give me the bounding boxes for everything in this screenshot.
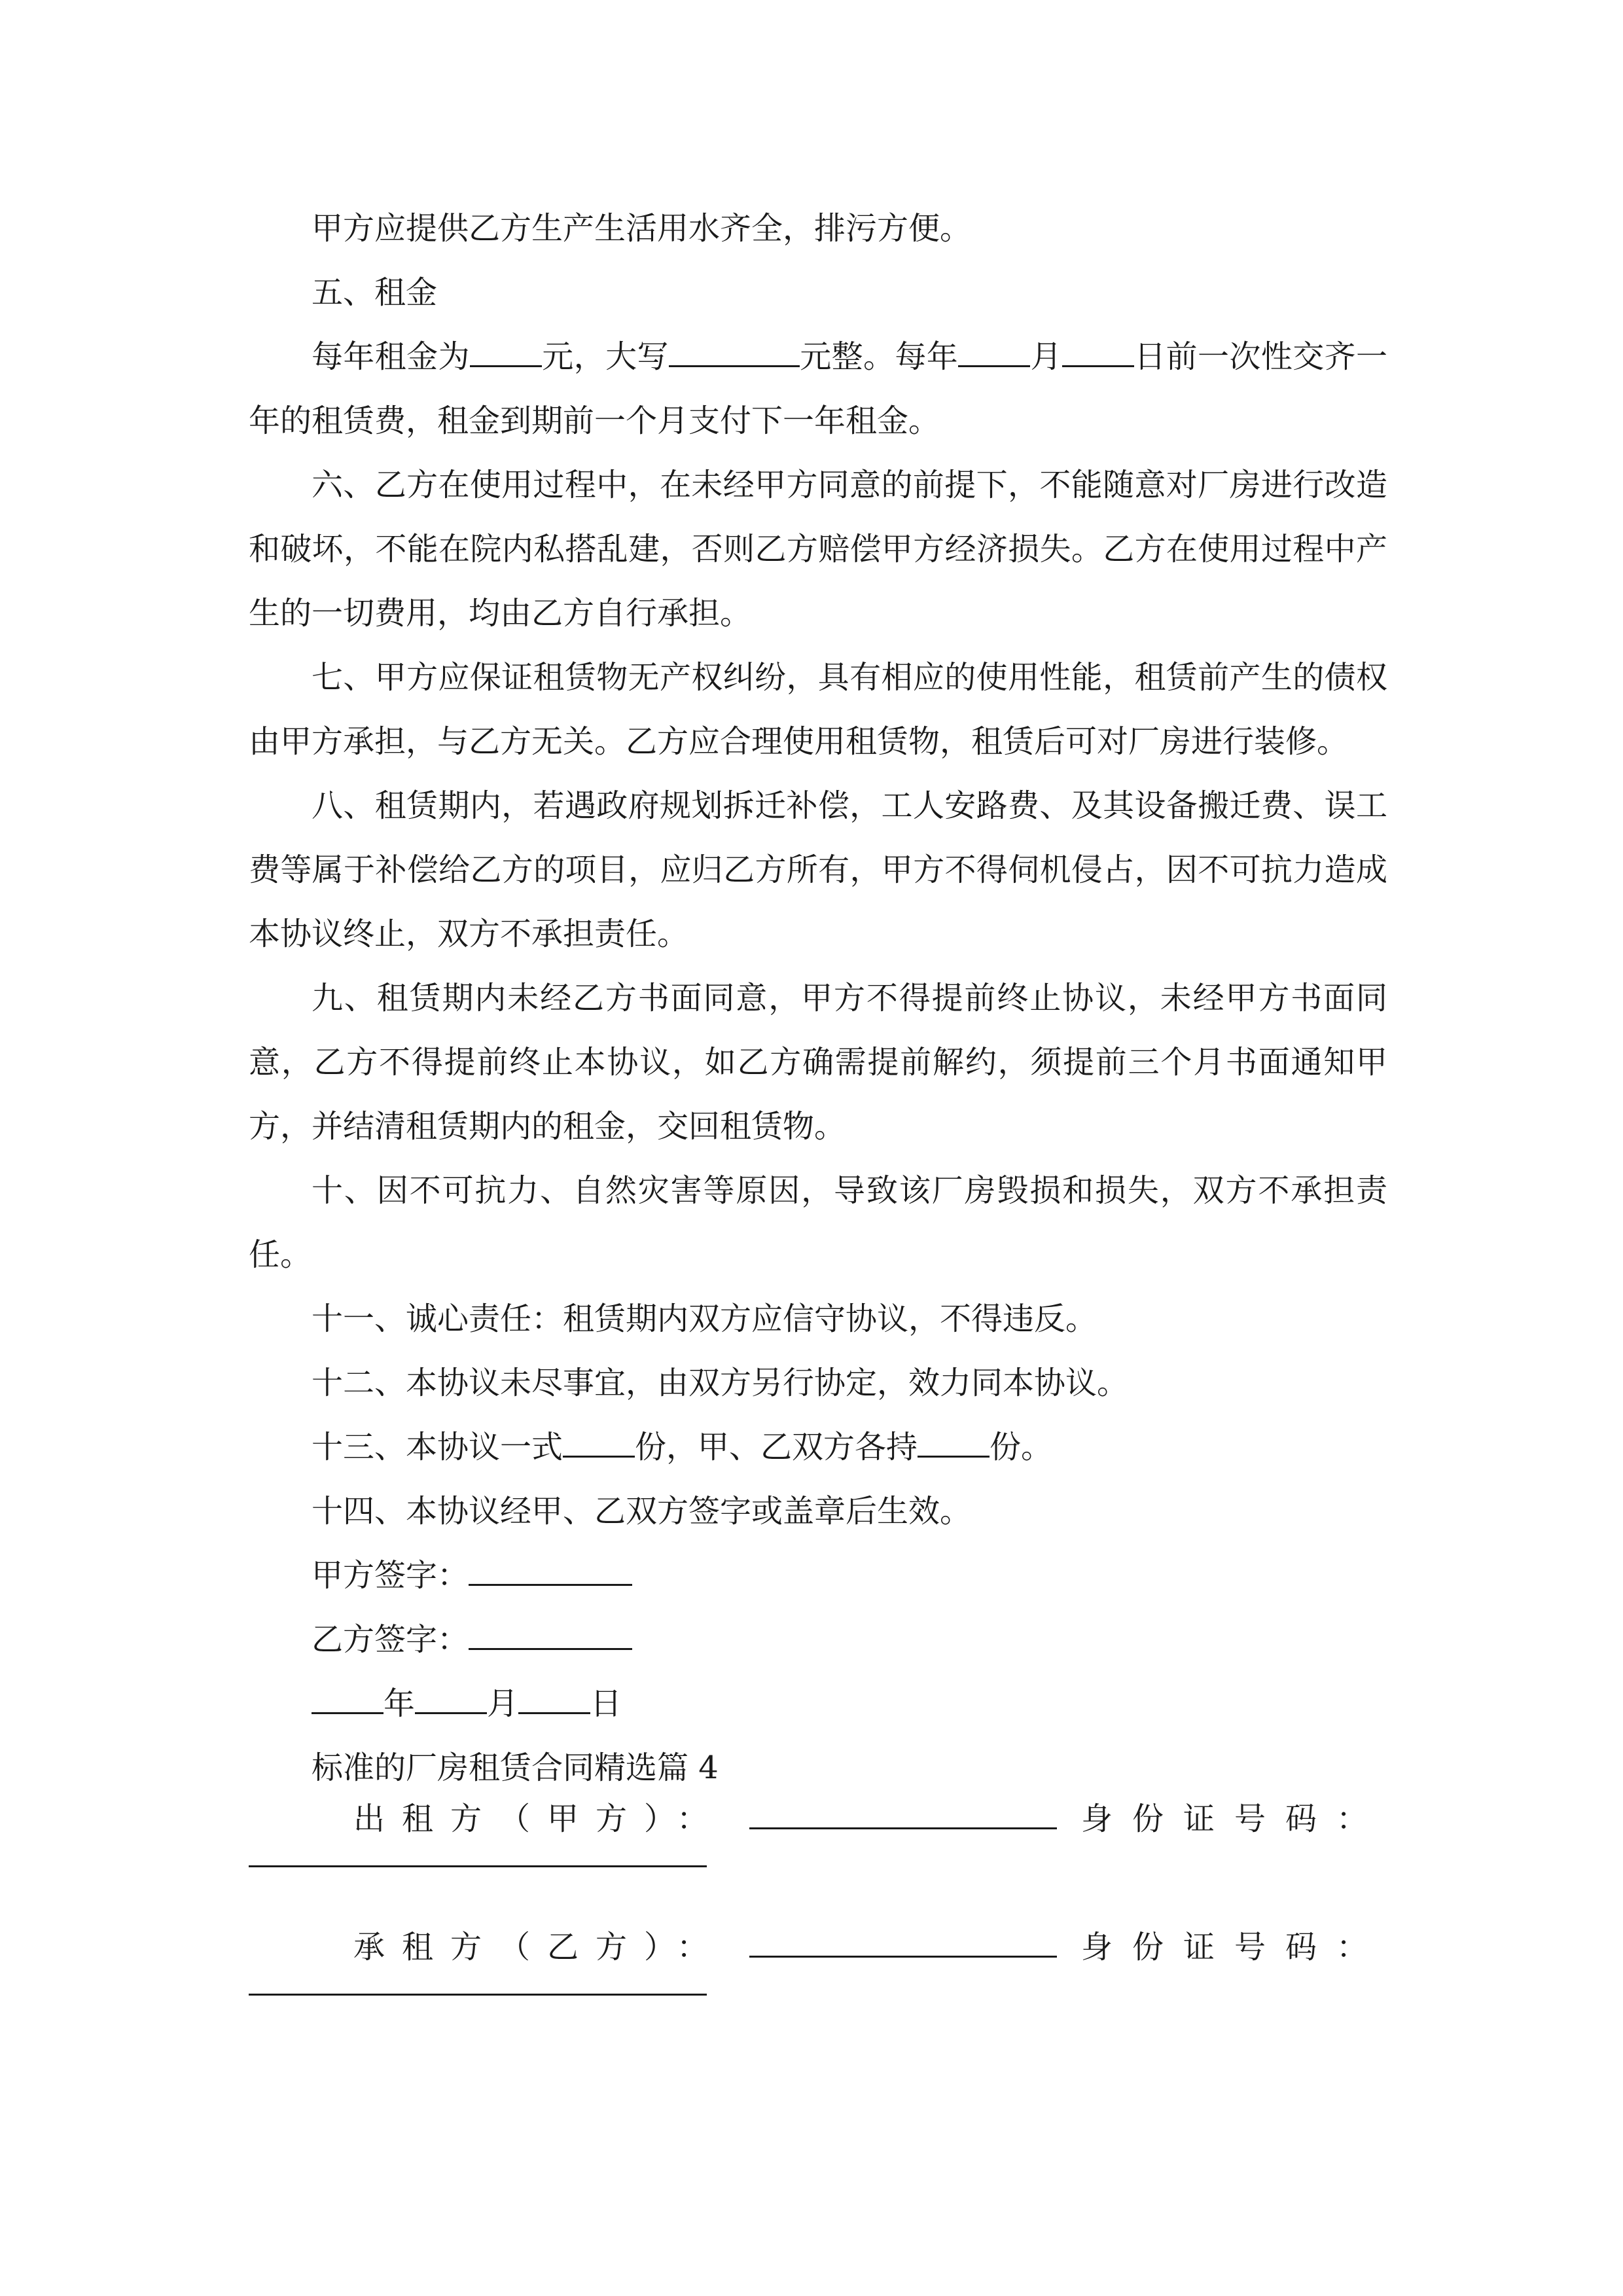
party-b-signature [249,1607,1387,1672]
annual-rent-blank[interactable] [470,335,542,367]
clause-13 [249,1415,1387,1479]
rent-text-4: 月 [1030,338,1062,375]
month-label: 月 [487,1685,519,1722]
clause-12: 十二、本协议未尽事宜，由双方另行协定，效力同本协议。 [312,1365,1129,1401]
copies-total-blank[interactable] [563,1426,635,1458]
contract-body [249,196,1387,1800]
clause-13-text-2: 份，甲、乙双方各持 [635,1429,918,1465]
party-a-signature [249,1543,1387,1607]
clause-7: 七、甲方应保证租赁物无产权纠纷，具有相应的使用性能，租赁前产生的债权由甲方承担，与乙方无关。乙方应合理使用租赁物，租赁后可对厂房进行装修。 [249,659,1387,760]
lessee-name-blank[interactable] [749,1929,1057,1958]
lessee-block [249,1922,1387,1996]
rent-text-5: 日前一次性交齐一年的租赁费，租金到期前一个月支付下一年租金。 [249,338,1387,439]
year-label: 年 [383,1685,416,1722]
lessee-label: 承租方（乙方）： [353,1929,726,1965]
clause-13-text-3: 份。 [990,1429,1053,1465]
day-label: 日 [590,1685,622,1722]
day-blank[interactable] [518,1682,590,1714]
lessor-block [249,1793,1387,1867]
party-b-signature-label: 乙方签字： [312,1621,469,1658]
copies-each-blank[interactable] [918,1426,990,1458]
clause-13-text-1: 十三、本协议一式 [312,1429,563,1465]
clause-14: 十四、本协议经甲、乙双方签字或盖章后生效。 [312,1493,972,1530]
section-title: 标准的厂房租赁合同精选篇 4 [312,1749,719,1786]
clause-10: 十、因不可抗力、自然灾害等原因，导致该厂房毁损和损失，双方不承担责任。 [249,1172,1387,1273]
party-b-signature-blank[interactable] [469,1618,632,1650]
rent-text-3: 元整。每年 [799,338,959,375]
lessee-id-label: 身份证号码： [1080,1929,1387,1965]
payment-day-blank[interactable] [1062,335,1134,367]
lessee-id-blank[interactable] [249,1994,707,1996]
clause-8: 八、租赁期内，若遇政府规划拆迁补偿，工人安路费、及其设备搬迁费、误工费等属于补偿给乙方的项目，应归乙方所有，甲方不得伺机侵占，因不可抗力造成本协议终止，双方不承担责任。 [249,787,1387,952]
month-blank[interactable] [415,1682,487,1714]
signing-date [249,1672,1387,1736]
lessee-row [249,1922,1387,1981]
clause-11: 十一、诚心责任：租赁期内双方应信守协议，不得违反。 [312,1300,1097,1337]
year-blank[interactable] [312,1682,383,1714]
rent-heading: 五、租金 [312,274,438,311]
party-a-signature-blank[interactable] [469,1554,632,1586]
payment-month-blank[interactable] [958,335,1030,367]
lessor-id-blank[interactable] [249,1865,707,1867]
lessor-name-blank[interactable] [749,1801,1057,1829]
water-supply-clause: 甲方应提供乙方生产生活用水齐全，排污方便。 [312,210,972,247]
rent-text-2: 元，大写 [541,338,669,375]
lessor-row [249,1793,1387,1852]
rent-clause [249,325,1387,453]
lessor-id-label: 身份证号码： [1080,1801,1387,1837]
party-a-signature-label: 甲方签字： [312,1557,469,1594]
rent-uppercase-blank[interactable] [669,335,800,367]
clause-6: 六、乙方在使用过程中，在未经甲方同意的前提下，不能随意对厂房进行改造和破坏，不能在院内私搭乱建，否则乙方赔偿甲方经济损失。乙方在使用过程中产生的一切费用，均由乙方自行承担。 [249,467,1387,632]
clause-9: 九、租赁期内未经乙方书面同意，甲方不得提前终止协议，未经甲方书面同意，乙方不得提前终止本协议，如乙方确需提前解约，须提前三个月书面通知甲方，并结清租赁期内的租金，交回租赁物。 [249,980,1387,1145]
lessor-label: 出租方（甲方）： [353,1801,726,1837]
rent-text-1: 每年租金为 [312,338,470,375]
